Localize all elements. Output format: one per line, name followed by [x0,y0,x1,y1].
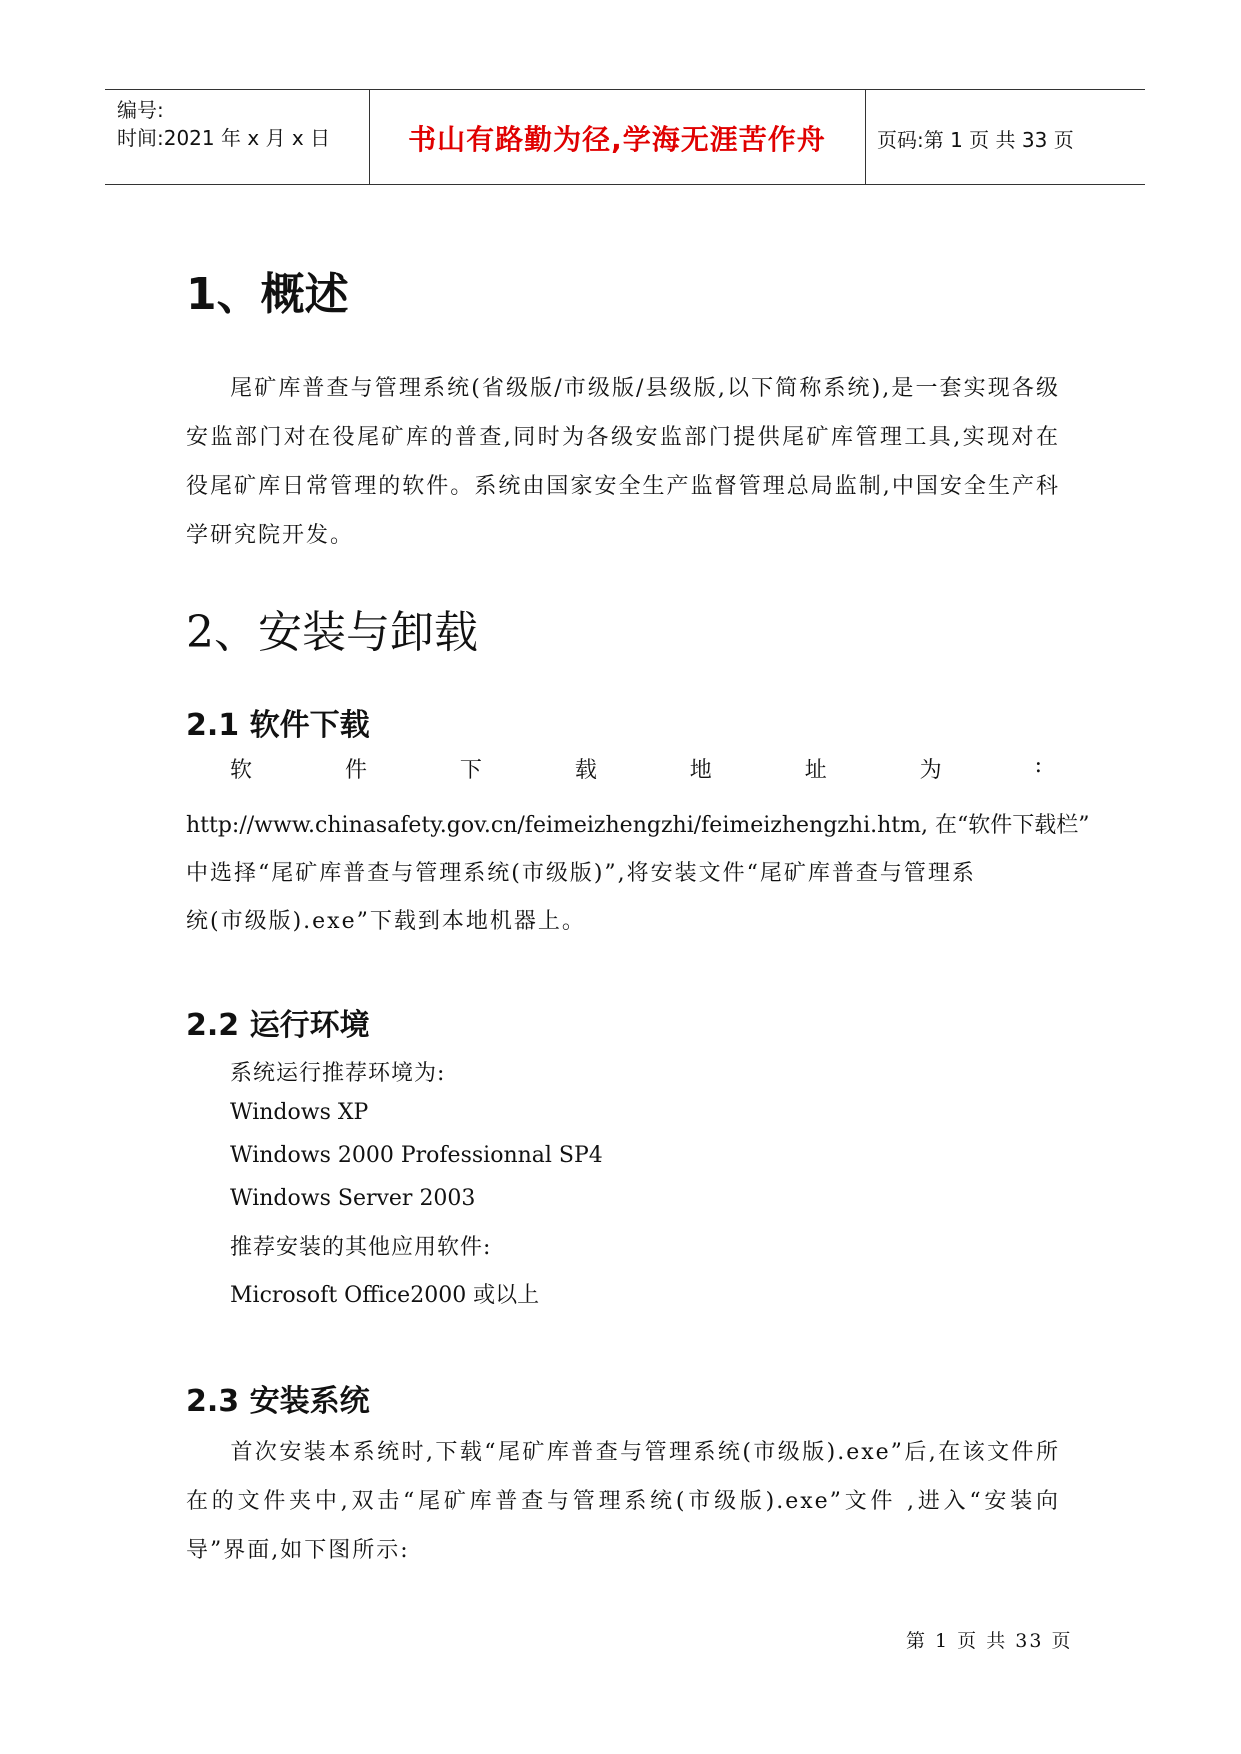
env-line: Windows 2000 Professionnal SP4 [230,1143,603,1168]
download-line3: 统(市级版).exe”下载到本地机器上。 [186,909,586,934]
header-motto-cell [369,90,866,184]
page-footer: 第 1 页 共 33 页 [906,1630,1073,1652]
page-label: 页码:第 1 页 共 33 页 [877,128,1074,152]
header-meta-cell [105,90,370,184]
section1-title: 1、概述 [186,269,349,320]
sub2-title: 2.2 运行环境 [186,1008,370,1043]
header-page-cell [865,90,1145,184]
spread-char: 件 [344,758,367,783]
spread-char: : [1034,753,1042,778]
section2-title: 2、安装与卸载 [186,607,478,658]
install-paragraph: 首次安装本系统时,下载“尾矿库普查与管理系统(市级版).exe”后,在该文件所在的文件夹中,双击“尾矿库普查与管理系统(市级版).exe”文件 ,进入“安装向导”界面,如下图所示: [186,1440,1060,1563]
download-address-spread [230,753,1042,784]
sub3-title: 2.3 安装系统 [186,1384,370,1419]
spread-char: 下 [459,758,482,783]
section1-paragraph: 尾矿库普查与管理系统(省级版/市级版/县级版,以下简称系统),是一套实现各级安监部门对在役尾矿库的普查,同时为各级安监部门提供尾矿库管理工具,实现对在役尾矿库日常管理的软件。系统由国家安全生产监督管理总局监制,中国安全生产科学研究院开发。 [186,376,1060,548]
motto: 书山有路勤为径,学海无涯苦作舟 [408,123,826,156]
spread-char: 为 [919,758,942,783]
env-line: Microsoft Office2000 或以上 [230,1283,540,1308]
time-label: 时间:2021 年 x 月 x 日 [117,126,331,150]
number-label: 编号: [117,98,164,122]
spread-char: 软 [230,758,253,783]
download-url-line: http://www.chinasafety.gov.cn/feimeizhengzhi/feimeizhengzhi.htm, 在“软件下载栏” [186,813,1090,838]
spread-char: 地 [689,758,712,783]
spread-char: 载 [574,758,597,783]
env-line: 推荐安装的其他应用软件: [230,1235,492,1260]
env-line: Windows XP [230,1100,369,1125]
env-line: 系统运行推荐环境为: [230,1061,446,1086]
spread-char: 址 [804,758,827,783]
sub1-title: 2.1 软件下载 [186,708,370,743]
env-line: Windows Server 2003 [230,1186,476,1211]
download-line2: 中选择“尾矿库普查与管理系统(市级版)”,将安装文件“尾矿库普查与管理系 [186,861,976,886]
page-header [105,89,1145,185]
